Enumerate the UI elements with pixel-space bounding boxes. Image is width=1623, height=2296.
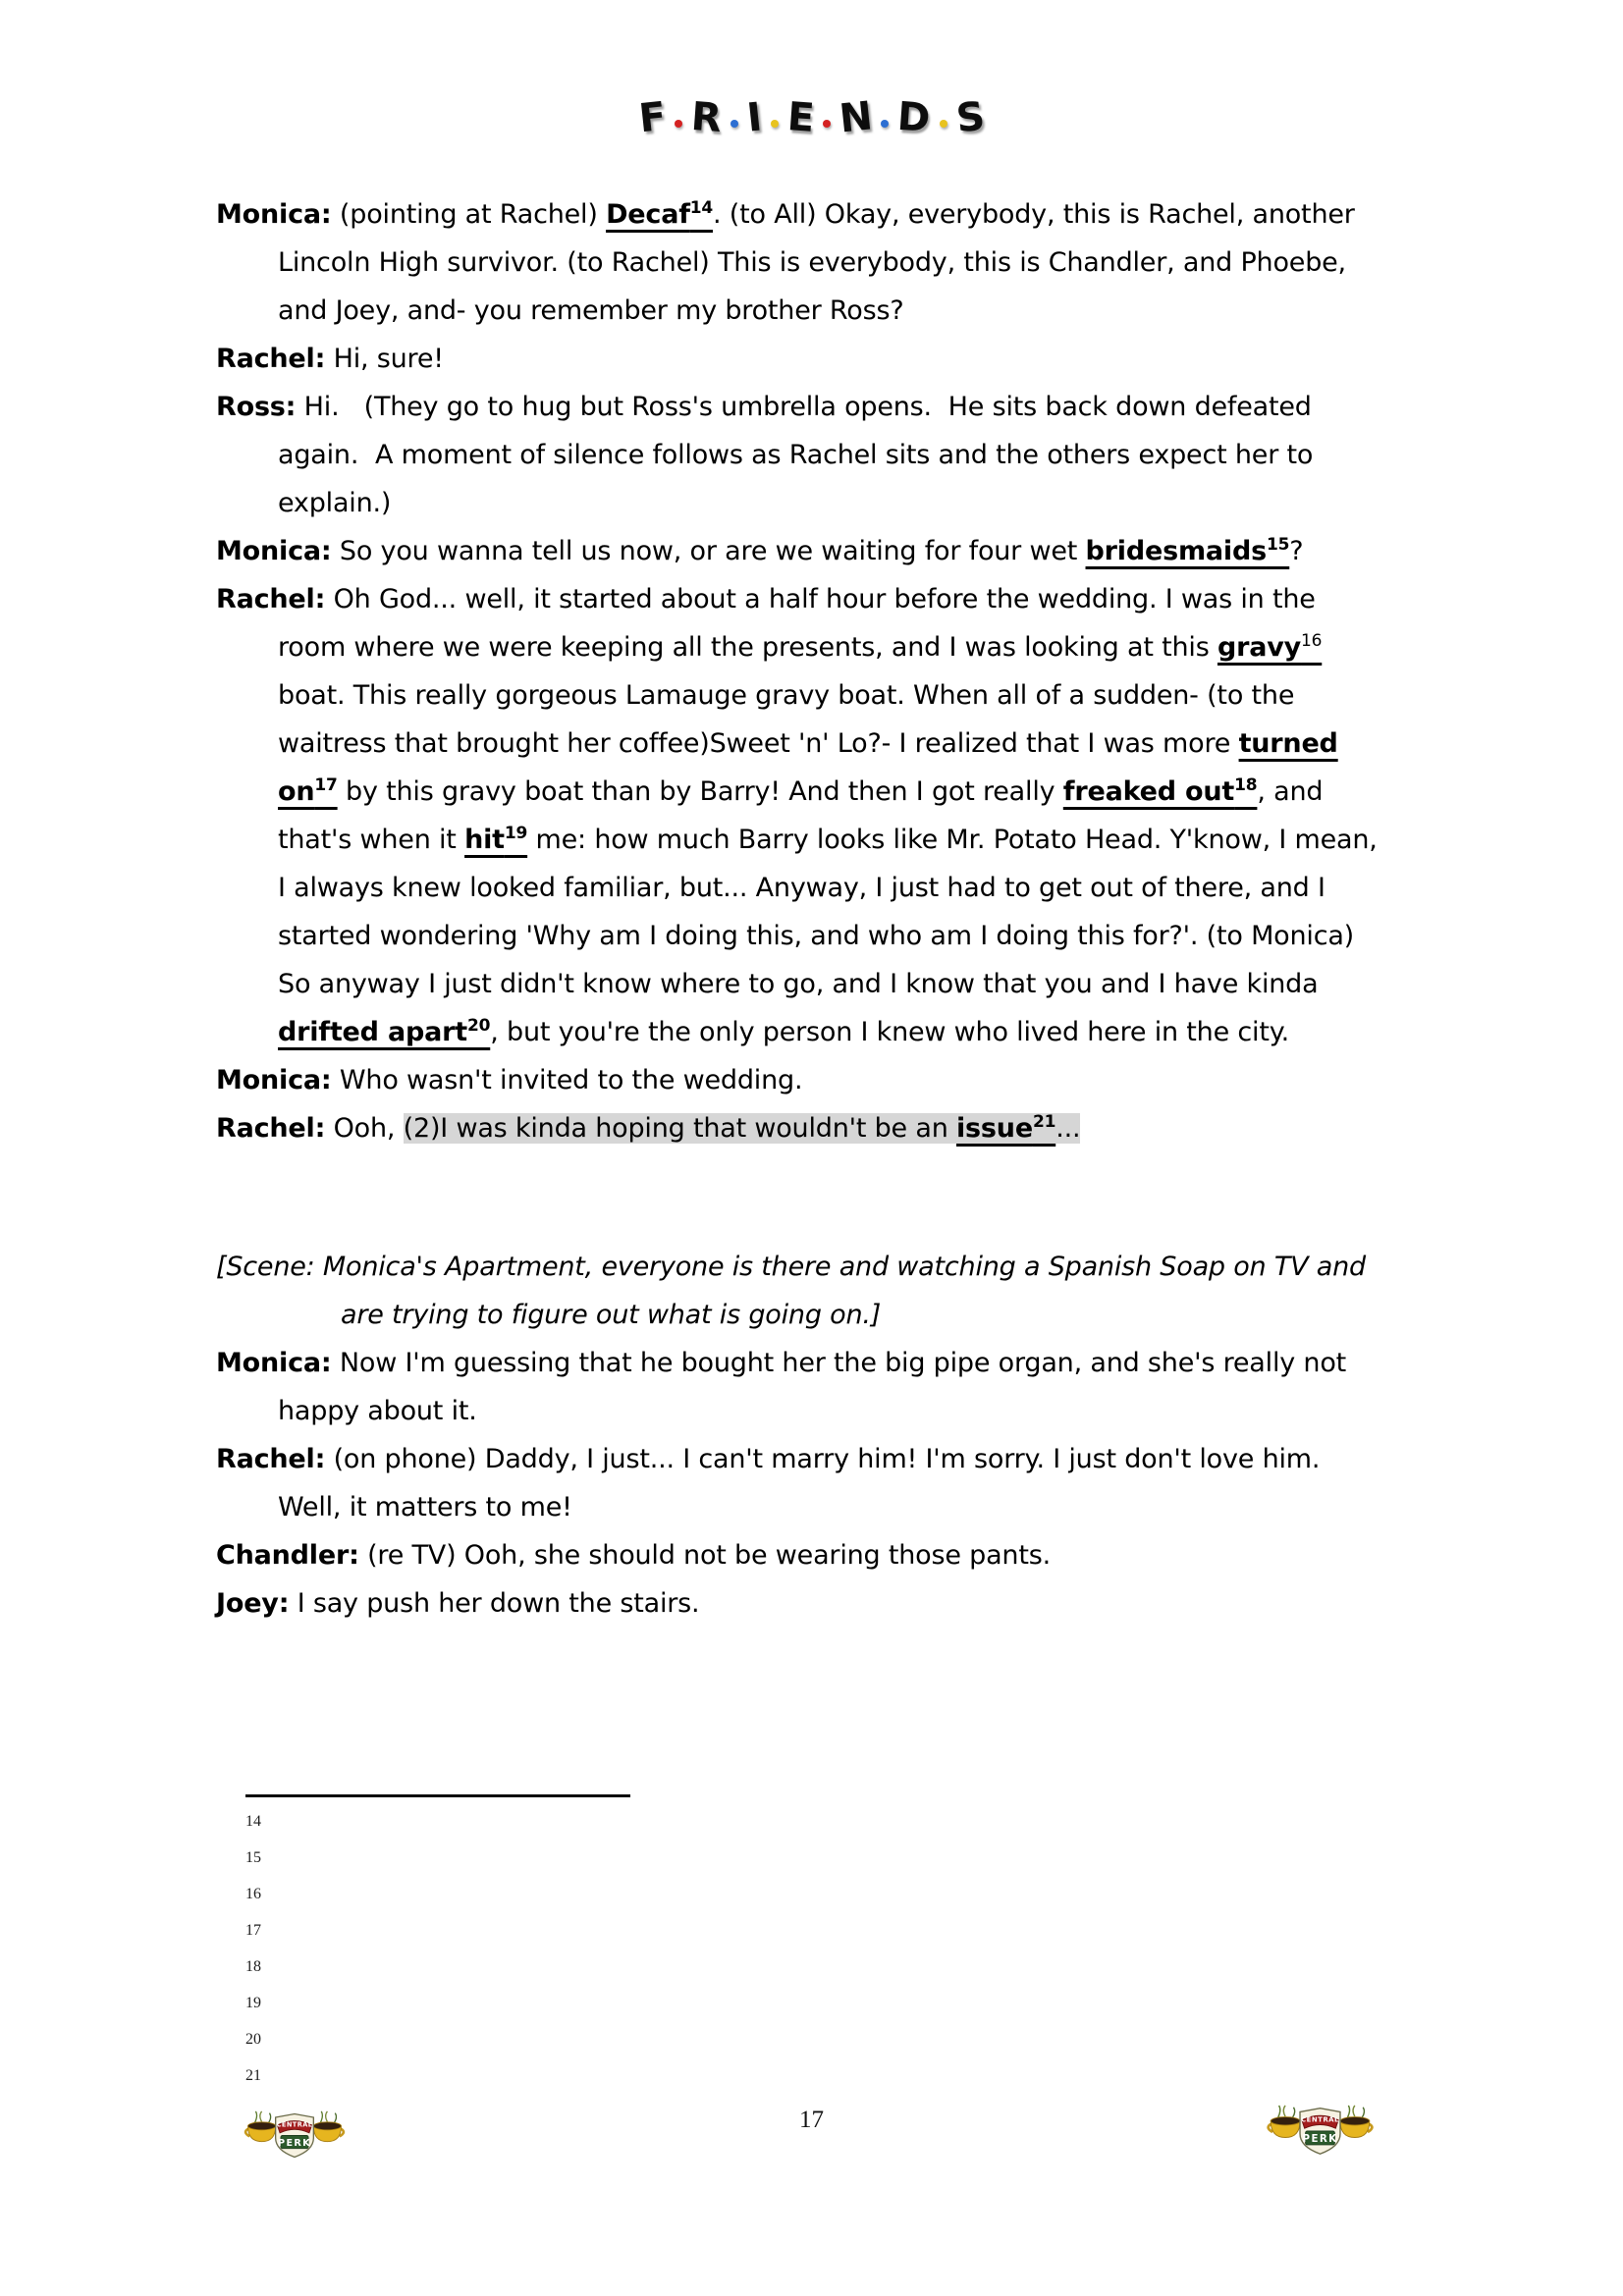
friends-logo xyxy=(0,94,1623,141)
footnote-list xyxy=(245,1812,261,2103)
glossary-term: bridesmaids$^{15}$ xyxy=(1085,535,1290,566)
dialogue-text: (re TV) Ooh, she should not be wearing those pants. xyxy=(367,1540,1051,1571)
speaker-name: Ross: xyxy=(216,392,297,422)
footnote-reference: 21 xyxy=(1032,1112,1056,1132)
footnote-number: 15 xyxy=(245,1849,261,1866)
dialogue-text: Oh God... well, it started about a half hour before the wedding. I was in the room where we were keeping all the presents, and I was looking at this xyxy=(278,584,1316,663)
central-perk-perk-text: PERK xyxy=(278,2138,311,2150)
speaker-name: Rachel: xyxy=(216,344,326,374)
dialogue-text: [Scene: Monica's Apartment, everyone is there and watching a Spanish Soap on TV and are trying to figure out what is going on.] xyxy=(216,1252,1366,1330)
footnote-reference: 15 xyxy=(1266,535,1290,555)
speaker-name: Rachel: xyxy=(216,1113,326,1144)
logo-letter: I xyxy=(744,94,764,141)
footnote-number: 14 xyxy=(245,1813,261,1830)
dialogue-text: So you wanna tell us now, or are we waiting for four wet xyxy=(339,536,1086,566)
footnote-reference: 19 xyxy=(504,824,528,843)
footnote-number: 16 xyxy=(245,1886,261,1902)
dialogue-text: Ooh, xyxy=(333,1113,404,1144)
script-line xyxy=(216,1104,1390,1152)
dialogue-text: by this gravy boat than by Barry! And then I got really xyxy=(337,776,1063,807)
footnote-reference: 18 xyxy=(1234,775,1258,795)
central-perk-logo-left xyxy=(243,2110,347,2164)
dialogue-text: . (to All) Okay, everybody, this is Rachel, another Lincoln High survivor. (to Rachel) This is everybody, this is Chandler, and Phoebe, and Joey, and- you remember my brother Ross? xyxy=(278,199,1355,326)
dialogue-text: (on phone) Daddy, I just... I can't marry him! I'm sorry. I just don't love him. Well, it matters to me! xyxy=(278,1444,1321,1522)
logo-letter: S xyxy=(953,93,987,142)
script-line xyxy=(216,190,1390,335)
logo-dot xyxy=(823,120,831,128)
script-line xyxy=(216,335,1390,383)
speaker-name: Rachel: xyxy=(216,1444,326,1474)
footnote-number: 19 xyxy=(245,1995,261,2011)
logo-letter: N xyxy=(837,93,875,142)
script-line xyxy=(216,383,1390,527)
dialogue-text: me: how much Barry looks like Mr. Potato Head. Y'know, I mean, I always knew looked familiar, but... Anyway, I just had to get out of there, and I started wondering 'Why am I doing this, and who am I doing this for?'. (to Monica) So anyway I just didn't know where to go, and I know that you and I have kinda xyxy=(278,825,1378,999)
dialogue-text: boat. This really gorgeous Lamauge gravy boat. When all of a sudden- (to the waitress that brought her coffee)Sweet 'n' Lo?- I realized that I was more xyxy=(278,680,1295,759)
speaker-name: Joey: xyxy=(216,1588,290,1619)
central-perk-central-text: CENTRAL xyxy=(276,2120,313,2129)
footnote-reference: 14 xyxy=(689,198,714,218)
glossary-term: issue$^{21}$ xyxy=(956,1112,1056,1144)
dialogue-text: ? xyxy=(1289,536,1304,566)
logo-letter: F xyxy=(636,93,669,142)
glossary-term: drifted apart$^{20}$ xyxy=(278,1016,491,1047)
script-line xyxy=(216,1435,1390,1531)
logo-letter: R xyxy=(689,93,724,142)
footnote-separator xyxy=(245,1794,630,1797)
logo-letter: D xyxy=(895,93,933,142)
scene-heading xyxy=(216,1243,1390,1339)
logo-dot xyxy=(881,120,889,128)
footnote-number: 17 xyxy=(245,1922,261,1939)
dialogue-text: Hi, sure! xyxy=(333,344,444,374)
central-perk-icon xyxy=(1265,2105,1376,2158)
glossary-term: freaked out$^{18}$ xyxy=(1062,775,1258,807)
script-line xyxy=(216,1339,1390,1435)
central-perk-logo-right xyxy=(1265,2105,1376,2162)
dialogue-text: , but you're the only person I knew who lived here in the city. xyxy=(490,1017,1290,1047)
dialogue-text: Hi. (They go to hug but Ross's umbrella opens. He sits back down defeated again. A moment of silence follows as Rachel sits and the others expect her to explain.) xyxy=(278,392,1314,518)
footnote-number: 20 xyxy=(245,2031,261,2048)
central-perk-central-text: CENTRAL xyxy=(1301,2115,1339,2124)
dialogue-text: , and that's when it xyxy=(278,776,1324,855)
dialogue-text: Now I'm guessing that he bought her the big pipe organ, and she's really not happy about it. xyxy=(278,1348,1347,1426)
dialogue-text: I say push her down the stairs. xyxy=(297,1588,700,1619)
speaker-name: Monica: xyxy=(216,1348,332,1378)
footnote-reference: 17 xyxy=(314,775,338,795)
script-line xyxy=(216,1056,1390,1104)
dialogue-text: ... xyxy=(1055,1113,1081,1144)
speaker-name: Monica: xyxy=(216,1065,332,1095)
glossary-term: turned $on^{17}$ xyxy=(278,728,1338,807)
footnote-number: 18 xyxy=(245,1958,261,1975)
speaker-name: Rachel: xyxy=(216,584,326,614)
logo-dot xyxy=(675,120,682,128)
dialogue-text: (pointing at Rachel) xyxy=(339,199,607,230)
speaker-name: Monica: xyxy=(216,199,332,230)
dialogue-text: (2)I was kinda hoping that wouldn't be an xyxy=(403,1113,956,1144)
logo-letter: E xyxy=(785,94,816,141)
logo-dot xyxy=(940,120,947,128)
script-line xyxy=(216,527,1390,575)
script-line xyxy=(216,1531,1390,1579)
logo-dot xyxy=(730,120,738,128)
glossary-term: Decaf$^{14}$ xyxy=(606,198,714,230)
speaker-name: Monica: xyxy=(216,536,332,566)
central-perk-icon xyxy=(243,2110,347,2161)
transcript xyxy=(216,190,1390,1628)
central-perk-perk-text: PERK xyxy=(1302,2133,1338,2146)
footnote-number: 21 xyxy=(245,2067,261,2084)
dialogue-text: Who wasn't invited to the wedding. xyxy=(339,1065,803,1095)
logo-dot xyxy=(771,120,779,128)
glossary-term: gravy$^{16}$ xyxy=(1217,631,1323,663)
speaker-name: Chandler: xyxy=(216,1540,359,1571)
script-line xyxy=(216,1579,1390,1628)
script-line xyxy=(216,575,1390,1056)
glossary-term: hit$^{19}$ xyxy=(464,824,528,855)
footnote-reference: 16 xyxy=(1301,631,1323,651)
footnote-reference: 20 xyxy=(466,1016,491,1036)
page-number: 17 xyxy=(799,2107,824,2133)
